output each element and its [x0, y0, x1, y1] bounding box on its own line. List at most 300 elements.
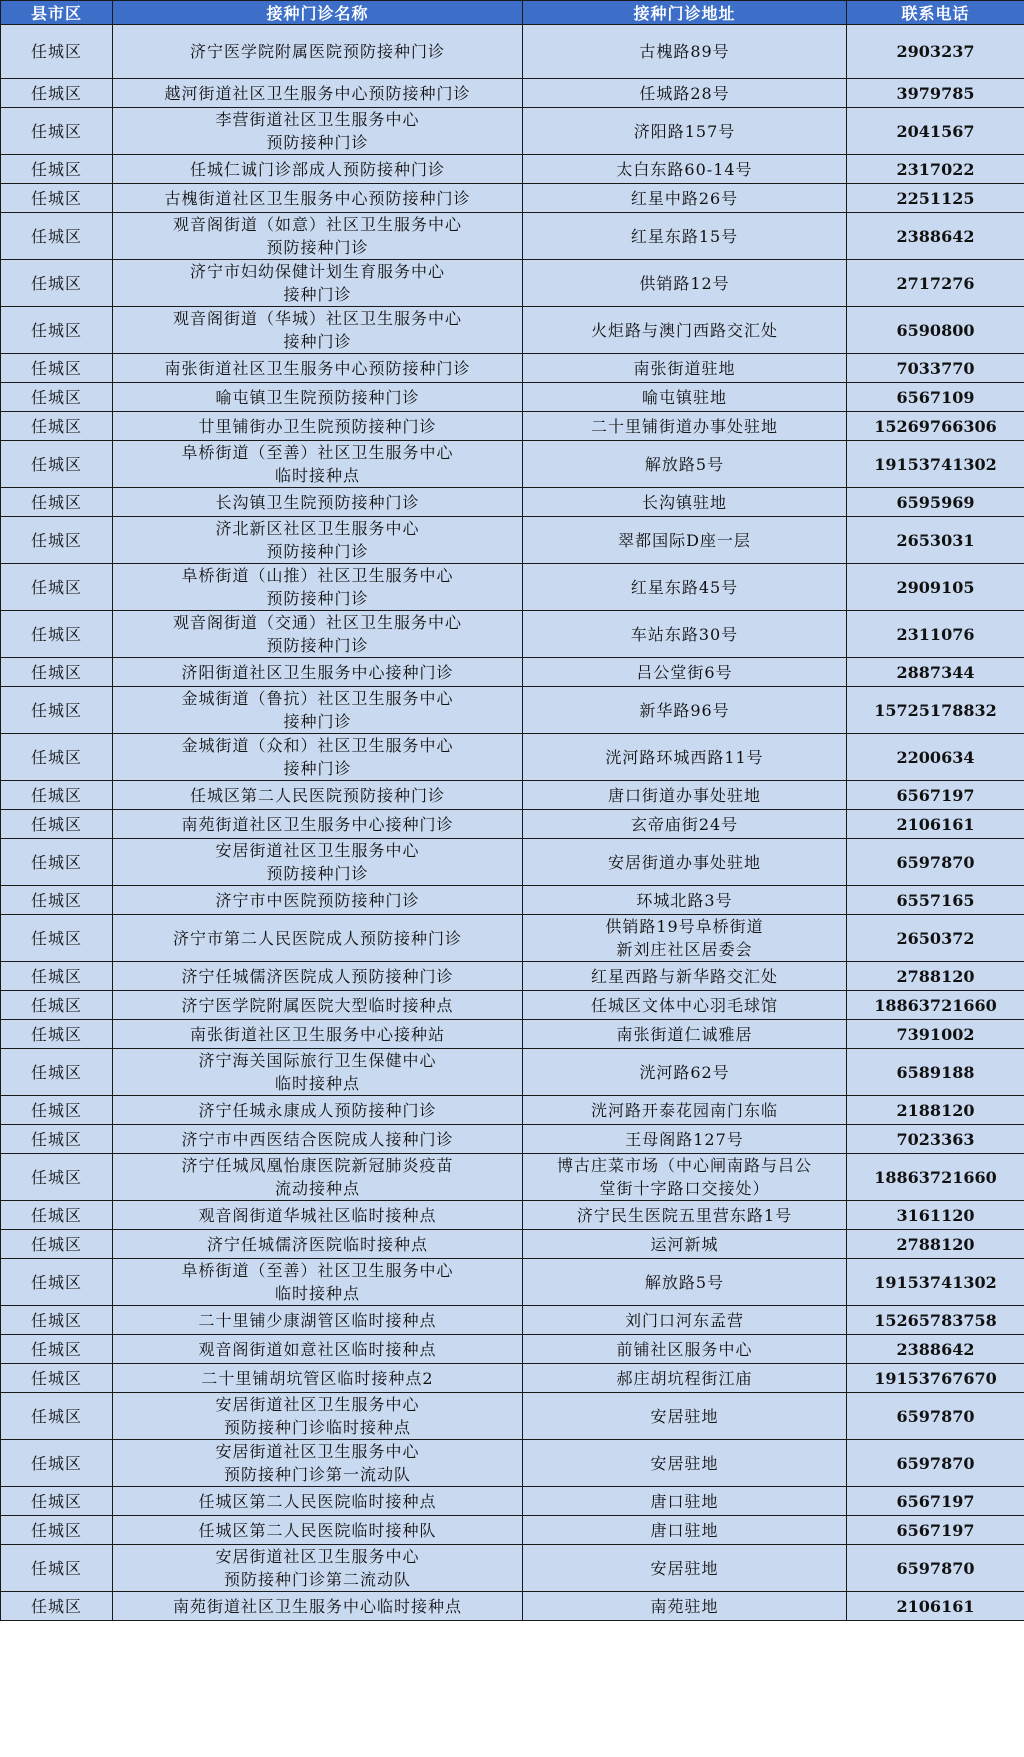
clinic-name-line: 济北新区社区卫生服务中心: [215, 519, 420, 538]
table-row: [1, 412, 1024, 441]
clinic-address-line: 南张街道驻地: [633, 358, 736, 378]
cell-clinic-name: [113, 1154, 523, 1201]
cell-clinic-address: [523, 184, 847, 213]
cell-phone: 6590800: [847, 307, 1024, 354]
cell-district: 任城区: [1, 810, 113, 839]
clinic-address-line: 刘门口河东孟营: [624, 1310, 744, 1330]
cell-clinic-name: [113, 108, 523, 155]
cell-phone: 15265783758: [847, 1306, 1024, 1335]
table-row: [1, 307, 1024, 354]
clinic-address-line: 洸河路环城西路11号: [605, 747, 764, 767]
cell-phone: 6597870: [847, 1440, 1024, 1487]
clinic-name-line: 接种门诊: [283, 332, 352, 351]
cell-district: 任城区: [1, 213, 113, 260]
cell-clinic-address: [523, 564, 847, 611]
clinic-name-line: 济宁医学院附属医院预防接种门诊: [189, 42, 445, 61]
table-row: [1, 810, 1024, 839]
table-row: [1, 517, 1024, 564]
cell-phone: 6597870: [847, 839, 1024, 886]
cell-clinic-address: [523, 1125, 847, 1154]
cell-clinic-address: [523, 886, 847, 915]
table-row: [1, 1364, 1024, 1393]
cell-clinic-name: [113, 79, 523, 108]
cell-phone: 18863721660: [847, 991, 1024, 1020]
clinic-name-line: 南苑街道社区卫生服务中心接种门诊: [181, 814, 454, 834]
table-row: [1, 734, 1024, 781]
cell-clinic-name: [113, 1230, 523, 1259]
cell-district: 任城区: [1, 1364, 113, 1393]
clinic-address-line: 济阳路157号: [633, 121, 736, 141]
cell-clinic-address: [523, 1364, 847, 1393]
cell-clinic-name: [113, 1487, 523, 1516]
cell-district: 任城区: [1, 155, 113, 184]
cell-district: 任城区: [1, 1049, 113, 1096]
cell-phone: 19153741302: [847, 441, 1024, 488]
cell-clinic-name: [113, 839, 523, 886]
cell-clinic-name: [113, 886, 523, 915]
clinic-name-line: 二十里铺少康湖管区临时接种点: [198, 1310, 437, 1330]
cell-district: 任城区: [1, 441, 113, 488]
cell-district: 任城区: [1, 991, 113, 1020]
table-row: [1, 611, 1024, 658]
cell-phone: 6567197: [847, 1487, 1024, 1516]
clinic-name-line: 预防接种门诊第一流动队: [223, 1465, 411, 1484]
table-row: [1, 79, 1024, 108]
clinic-name-line: 观音阁街道如意社区临时接种点: [198, 1339, 437, 1359]
cell-phone: 2200634: [847, 734, 1024, 781]
cell-phone: 2251125: [847, 184, 1024, 213]
clinic-name-line: 临时接种点: [274, 1284, 360, 1303]
table-row: [1, 1393, 1024, 1440]
header-clinic-address: 接种门诊地址: [523, 1, 847, 25]
cell-clinic-name: [113, 1020, 523, 1049]
clinic-address-line: 前铺社区服务中心: [616, 1339, 753, 1359]
clinic-name-line: 阜桥街道（山推）社区卫生服务中心: [181, 566, 454, 585]
clinic-address-line: 喻屯镇驻地: [641, 387, 727, 407]
cell-clinic-name: [113, 412, 523, 441]
cell-clinic-name: [113, 915, 523, 962]
cell-clinic-address: [523, 839, 847, 886]
clinic-name-line: 越河街道社区卫生服务中心预防接种门诊: [164, 83, 471, 103]
table-row: [1, 488, 1024, 517]
cell-clinic-address: [523, 1306, 847, 1335]
cell-district: 任城区: [1, 1487, 113, 1516]
clinic-address-line: 运河新城: [650, 1234, 719, 1254]
table-row: [1, 1487, 1024, 1516]
cell-clinic-name: [113, 1440, 523, 1487]
clinic-name-line: 金城街道（鲁抗）社区卫生服务中心: [181, 689, 454, 708]
clinic-name-line: 流动接种点: [274, 1179, 360, 1198]
cell-clinic-name: [113, 611, 523, 658]
cell-clinic-name: [113, 260, 523, 307]
cell-district: 任城区: [1, 1516, 113, 1545]
cell-phone: 15269766306: [847, 412, 1024, 441]
cell-clinic-name: [113, 1516, 523, 1545]
cell-district: 任城区: [1, 1440, 113, 1487]
clinic-name-line: 观音阁街道（交通）社区卫生服务中心: [172, 613, 462, 632]
clinic-address-line: 洸河路62号: [639, 1062, 730, 1082]
clinic-name-line: 预防接种门诊: [266, 133, 369, 152]
clinic-address-line: 任城区文体中心羽毛球馆: [590, 995, 778, 1015]
cell-district: 任城区: [1, 1230, 113, 1259]
clinic-name-line: 接种门诊: [283, 285, 352, 304]
clinic-name-line: 济宁任城儒济医院临时接种点: [206, 1234, 428, 1254]
clinic-name-line: 南张街道社区卫生服务中心预防接种门诊: [164, 358, 471, 378]
cell-phone: 2650372: [847, 915, 1024, 962]
clinic-address-line: 唐口驻地: [650, 1491, 719, 1511]
cell-clinic-name: [113, 781, 523, 810]
table-row: [1, 1154, 1024, 1201]
header-clinic-name: 接种门诊名称: [113, 1, 523, 25]
clinic-address-line: 二十里铺街道办事处驻地: [590, 416, 778, 436]
clinic-address-line: 唐口驻地: [650, 1520, 719, 1540]
table-row: [1, 1020, 1024, 1049]
clinic-address-line: 翠都国际D座一层: [618, 530, 751, 550]
cell-clinic-address: [523, 1487, 847, 1516]
cell-clinic-address: [523, 1230, 847, 1259]
clinic-name-line: 南张街道社区卫生服务中心接种站: [189, 1024, 445, 1044]
clinic-address-line: 红星西路与新华路交汇处: [590, 966, 778, 986]
clinic-address-line: 王母阁路127号: [625, 1129, 744, 1149]
cell-phone: 3161120: [847, 1201, 1024, 1230]
clinic-name-line: 济宁市中医院预防接种门诊: [215, 890, 420, 910]
cell-clinic-address: [523, 1393, 847, 1440]
cell-phone: 19153741302: [847, 1259, 1024, 1306]
cell-phone: 2311076: [847, 611, 1024, 658]
table-row: [1, 25, 1024, 79]
cell-clinic-name: [113, 1259, 523, 1306]
table-row: [1, 564, 1024, 611]
clinic-name-line: 李营街道社区卫生服务中心: [215, 110, 420, 129]
cell-clinic-address: [523, 354, 847, 383]
clinic-address-line: 任城路28号: [639, 83, 730, 103]
table-row: [1, 184, 1024, 213]
cell-phone: 6567197: [847, 1516, 1024, 1545]
clinic-address-line: 新华路96号: [639, 700, 730, 720]
cell-clinic-address: [523, 1201, 847, 1230]
cell-district: 任城区: [1, 611, 113, 658]
cell-clinic-address: [523, 79, 847, 108]
cell-clinic-address: [523, 155, 847, 184]
table-row: [1, 1440, 1024, 1487]
clinic-name-line: 任城仁诚门诊部成人预防接种门诊: [189, 159, 445, 179]
cell-phone: 2388642: [847, 213, 1024, 260]
table-row: [1, 1230, 1024, 1259]
table-row: [1, 213, 1024, 260]
clinic-name-line: 长沟镇卫生院预防接种门诊: [215, 492, 420, 512]
clinic-name-line: 阜桥街道（至善）社区卫生服务中心: [181, 443, 454, 462]
cell-clinic-address: [523, 1096, 847, 1125]
cell-clinic-name: [113, 383, 523, 412]
cell-clinic-address: [523, 213, 847, 260]
cell-district: 任城区: [1, 1259, 113, 1306]
clinic-address-line: 红星中路26号: [630, 188, 739, 208]
cell-clinic-address: [523, 108, 847, 155]
table-row: [1, 1259, 1024, 1306]
cell-district: 任城区: [1, 962, 113, 991]
table-row: [1, 383, 1024, 412]
cell-clinic-address: [523, 1259, 847, 1306]
cell-clinic-name: [113, 810, 523, 839]
table-row: [1, 781, 1024, 810]
cell-district: 任城区: [1, 839, 113, 886]
cell-phone: 2903237: [847, 25, 1024, 79]
cell-clinic-name: [113, 1592, 523, 1621]
cell-clinic-name: [113, 734, 523, 781]
clinic-address-line: 济宁民生医院五里营东路1号: [576, 1205, 793, 1225]
cell-phone: 2788120: [847, 1230, 1024, 1259]
clinic-name-line: 济宁海关国际旅行卫生保健中心: [198, 1051, 437, 1070]
cell-clinic-name: [113, 1201, 523, 1230]
cell-district: 任城区: [1, 383, 113, 412]
clinic-name-line: 济宁市中西医结合医院成人接种门诊: [181, 1129, 454, 1149]
table-row: [1, 108, 1024, 155]
cell-district: 任城区: [1, 488, 113, 517]
cell-clinic-address: [523, 915, 847, 962]
cell-clinic-address: [523, 488, 847, 517]
cell-district: 任城区: [1, 564, 113, 611]
cell-clinic-name: [113, 184, 523, 213]
clinic-name-line: 古槐街道社区卫生服务中心预防接种门诊: [164, 188, 471, 208]
clinic-name-line: 预防接种门诊: [266, 542, 369, 561]
table-row: [1, 1592, 1024, 1621]
table-row: [1, 658, 1024, 687]
clinic-address-line: 吕公堂街6号: [636, 662, 733, 682]
clinic-address-line: 唐口街道办事处驻地: [607, 785, 761, 805]
cell-clinic-name: [113, 1125, 523, 1154]
cell-phone: 6597870: [847, 1545, 1024, 1592]
cell-clinic-address: [523, 1545, 847, 1592]
cell-clinic-address: [523, 1154, 847, 1201]
clinic-name-line: 济宁医学院附属医院大型临时接种点: [181, 995, 454, 1015]
header-district: 县市区: [1, 1, 113, 25]
table-row: [1, 915, 1024, 962]
cell-clinic-address: [523, 781, 847, 810]
clinic-name-line: 预防接种门诊: [266, 589, 369, 608]
cell-clinic-name: [113, 307, 523, 354]
clinic-name-line: 任城区第二人民医院临时接种队: [198, 1520, 437, 1540]
table-row: [1, 1306, 1024, 1335]
table-row: [1, 441, 1024, 488]
cell-clinic-address: [523, 412, 847, 441]
cell-district: 任城区: [1, 307, 113, 354]
cell-district: 任城区: [1, 687, 113, 734]
cell-phone: 6557165: [847, 886, 1024, 915]
table-row: [1, 839, 1024, 886]
cell-clinic-address: [523, 658, 847, 687]
cell-district: 任城区: [1, 734, 113, 781]
clinic-name-line: 阜桥街道（至善）社区卫生服务中心: [181, 1261, 454, 1280]
cell-district: 任城区: [1, 1592, 113, 1621]
clinic-name-line: 预防接种门诊第二流动队: [223, 1570, 411, 1589]
clinic-name-line: 临时接种点: [274, 1074, 360, 1093]
cell-district: 任城区: [1, 1020, 113, 1049]
cell-phone: 6567197: [847, 781, 1024, 810]
clinic-name-line: 观音阁街道（如意）社区卫生服务中心: [172, 215, 462, 234]
cell-clinic-address: [523, 611, 847, 658]
clinic-name-line: 济宁市第二人民医院成人预防接种门诊: [172, 928, 462, 948]
table-row: [1, 1516, 1024, 1545]
clinic-address-line: 安居街道办事处驻地: [607, 852, 761, 872]
cell-phone: 2106161: [847, 810, 1024, 839]
clinic-address-line: 新刘庄社区居委会: [616, 940, 753, 959]
cell-district: 任城区: [1, 1125, 113, 1154]
cell-clinic-name: [113, 1545, 523, 1592]
cell-phone: 6595969: [847, 488, 1024, 517]
cell-phone: 2909105: [847, 564, 1024, 611]
cell-clinic-address: [523, 307, 847, 354]
table-row: [1, 1125, 1024, 1154]
cell-clinic-address: [523, 25, 847, 79]
clinic-address-line: 博古庄菜市场（中心闸南路与吕公: [556, 1156, 812, 1175]
cell-clinic-name: [113, 1049, 523, 1096]
cell-clinic-address: [523, 260, 847, 307]
clinic-name-line: 观音阁街道（华城）社区卫生服务中心: [172, 309, 462, 328]
cell-phone: 2388642: [847, 1335, 1024, 1364]
cell-district: 任城区: [1, 1335, 113, 1364]
cell-district: 任城区: [1, 781, 113, 810]
cell-clinic-address: [523, 441, 847, 488]
cell-clinic-address: [523, 1335, 847, 1364]
cell-district: 任城区: [1, 354, 113, 383]
cell-clinic-address: [523, 1049, 847, 1096]
clinic-address-line: 郝庄胡坑程街江庙: [616, 1368, 753, 1388]
cell-clinic-name: [113, 517, 523, 564]
clinic-name-line: 廿里铺街办卫生院预防接种门诊: [198, 416, 437, 436]
cell-clinic-address: [523, 1020, 847, 1049]
cell-phone: 2717276: [847, 260, 1024, 307]
cell-clinic-name: [113, 1335, 523, 1364]
cell-phone: 7391002: [847, 1020, 1024, 1049]
cell-phone: 18863721660: [847, 1154, 1024, 1201]
cell-clinic-name: [113, 354, 523, 383]
table-row: [1, 886, 1024, 915]
clinic-name-line: 济宁任城凤凰怡康医院新冠肺炎疫苗: [181, 1156, 454, 1175]
clinic-name-line: 接种门诊: [283, 759, 352, 778]
clinic-name-line: 任城区第二人民医院临时接种点: [198, 1491, 437, 1511]
cell-phone: 7023363: [847, 1125, 1024, 1154]
clinic-address-line: 安居驻地: [650, 1406, 719, 1426]
cell-district: 任城区: [1, 412, 113, 441]
clinic-address-line: 环城北路3号: [636, 890, 733, 910]
table-row: [1, 260, 1024, 307]
table-header: [1, 1, 1024, 25]
cell-district: 任城区: [1, 25, 113, 79]
clinic-name-line: 二十里铺胡坑管区临时接种点2: [201, 1368, 434, 1388]
cell-clinic-name: [113, 991, 523, 1020]
clinic-name-line: 金城街道（众和）社区卫生服务中心: [181, 736, 454, 755]
clinic-name-line: 预防接种门诊: [266, 238, 369, 257]
clinic-address-line: 安居驻地: [650, 1558, 719, 1578]
clinic-name-line: 接种门诊: [283, 712, 352, 731]
cell-phone: 2041567: [847, 108, 1024, 155]
cell-phone: 6597870: [847, 1393, 1024, 1440]
clinic-address-line: 安居驻地: [650, 1453, 719, 1473]
clinic-name-line: 预防接种门诊临时接种点: [223, 1418, 411, 1437]
table-row: [1, 155, 1024, 184]
cell-phone: 2653031: [847, 517, 1024, 564]
cell-clinic-name: [113, 1393, 523, 1440]
cell-phone: 2788120: [847, 962, 1024, 991]
table-row: [1, 991, 1024, 1020]
clinic-address-line: 车站东路30号: [630, 624, 739, 644]
clinic-address-line: 南张街道仁诚雅居: [616, 1024, 753, 1044]
clinic-name-line: 观音阁街道华城社区临时接种点: [198, 1205, 437, 1225]
table-row: [1, 1545, 1024, 1592]
cell-clinic-name: [113, 687, 523, 734]
table-body: [1, 25, 1024, 1621]
cell-district: 任城区: [1, 79, 113, 108]
clinic-name-line: 济宁市妇幼保健计划生育服务中心: [189, 262, 445, 281]
cell-district: 任城区: [1, 108, 113, 155]
cell-clinic-address: [523, 383, 847, 412]
clinic-name-line: 济宁任城永康成人预防接种门诊: [198, 1100, 437, 1120]
clinic-name-line: 安居街道社区卫生服务中心: [215, 1547, 420, 1566]
cell-clinic-name: [113, 1306, 523, 1335]
cell-district: 任城区: [1, 517, 113, 564]
header-row: [1, 1, 1024, 25]
cell-district: 任城区: [1, 658, 113, 687]
clinic-address-line: 解放路5号: [644, 1272, 725, 1292]
clinic-name-line: 济阳街道社区卫生服务中心接种门诊: [181, 662, 454, 682]
cell-clinic-name: [113, 155, 523, 184]
cell-phone: 2188120: [847, 1096, 1024, 1125]
cell-clinic-address: [523, 1440, 847, 1487]
clinic-name-line: 安居街道社区卫生服务中心: [215, 1395, 420, 1414]
table-row: [1, 354, 1024, 383]
cell-clinic-address: [523, 1592, 847, 1621]
clinic-address-line: 火炬路与澳门西路交汇处: [590, 320, 778, 340]
clinic-name-line: 预防接种门诊: [266, 636, 369, 655]
clinic-name-line: 安居街道社区卫生服务中心: [215, 1442, 420, 1461]
cell-phone: 2106161: [847, 1592, 1024, 1621]
table-row: [1, 1201, 1024, 1230]
cell-clinic-address: [523, 517, 847, 564]
cell-clinic-name: [113, 441, 523, 488]
cell-district: 任城区: [1, 1545, 113, 1592]
cell-clinic-name: [113, 213, 523, 260]
cell-phone: 7033770: [847, 354, 1024, 383]
cell-district: 任城区: [1, 1393, 113, 1440]
cell-district: 任城区: [1, 1201, 113, 1230]
clinic-name-line: 喻屯镇卫生院预防接种门诊: [215, 387, 420, 407]
cell-clinic-name: [113, 658, 523, 687]
clinic-address-line: 堂街十字路口交接处）: [599, 1179, 770, 1198]
clinic-name-line: 安居街道社区卫生服务中心: [215, 841, 420, 860]
cell-district: 任城区: [1, 260, 113, 307]
cell-district: 任城区: [1, 1096, 113, 1125]
clinic-address-line: 供销路19号阜桥街道: [605, 917, 764, 936]
cell-clinic-name: [113, 564, 523, 611]
cell-phone: 2887344: [847, 658, 1024, 687]
table-row: [1, 1096, 1024, 1125]
cell-clinic-name: [113, 962, 523, 991]
cell-district: 任城区: [1, 915, 113, 962]
clinic-address-line: 解放路5号: [644, 454, 725, 474]
clinic-address-line: 南苑驻地: [650, 1596, 719, 1616]
cell-phone: 6567109: [847, 383, 1024, 412]
table-row: [1, 1049, 1024, 1096]
clinic-name-line: 南苑街道社区卫生服务中心临时接种点: [172, 1596, 462, 1616]
clinic-address-line: 供销路12号: [639, 273, 730, 293]
clinic-name-line: 预防接种门诊: [266, 864, 369, 883]
cell-clinic-address: [523, 991, 847, 1020]
clinic-address-line: 红星东路45号: [630, 577, 739, 597]
clinic-name-line: 济宁任城儒济医院成人预防接种门诊: [181, 966, 454, 986]
cell-clinic-address: [523, 962, 847, 991]
clinic-address-line: 玄帝庙街24号: [630, 814, 739, 834]
cell-district: 任城区: [1, 1306, 113, 1335]
